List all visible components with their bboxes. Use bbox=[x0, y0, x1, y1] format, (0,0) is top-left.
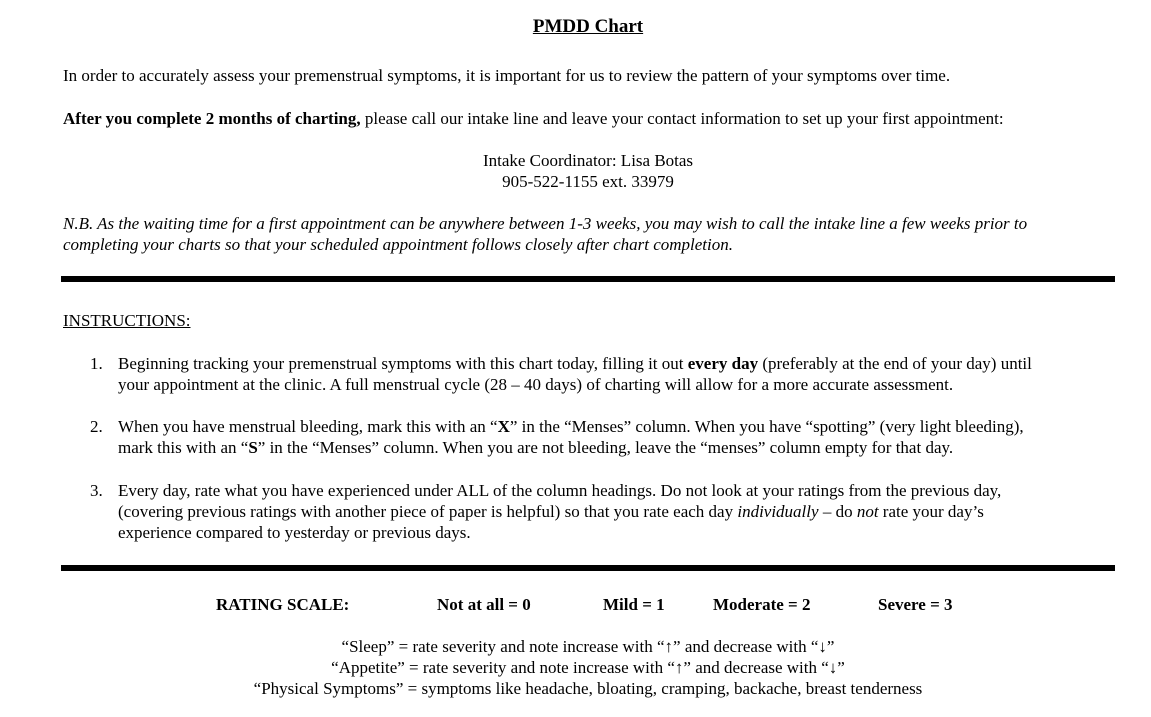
instruction-3-text-d: – do bbox=[818, 502, 857, 521]
nb-line-2: completing your charts so that your scheduled appointment follows closely after chart completion. bbox=[63, 235, 733, 254]
nb-line-1: N.B. As the waiting time for a first appointment can be anywhere between 1-3 weeks, you may wish to call the intake line a few weeks prior to bbox=[63, 214, 1028, 233]
instruction-3-line-3: experience compared to yesterday or previous days. bbox=[118, 523, 471, 542]
instruction-text bbox=[118, 416, 1118, 458]
coordinator-phone: 905-522-1155 ext. 33979 bbox=[502, 172, 674, 191]
instruction-1-text-c: (preferably at the end of your day) until bbox=[758, 354, 1032, 373]
note-sleep: “Sleep” = rate severity and note increase with “↑” and decrease with “↓” bbox=[341, 637, 835, 656]
instruction-1-text-a: Beginning tracking your premenstrual symptoms with this chart today, filling it out bbox=[118, 354, 688, 373]
instruction-2-line-1 bbox=[118, 416, 1118, 437]
instruction-2-line-2 bbox=[118, 437, 1118, 458]
page-title: PMDD Chart bbox=[532, 16, 644, 37]
instruction-2-text-a: When you have menstrual bleeding, mark this with an “ bbox=[118, 417, 498, 436]
rating-scale-label: RATING SCALE: bbox=[216, 595, 350, 614]
instruction-text bbox=[118, 480, 1118, 543]
rating-level-2: Moderate = 2 bbox=[713, 595, 811, 614]
instruction-2-x-mark: X bbox=[497, 417, 510, 436]
instruction-2-text-f: ” in the “Menses” column. When you are not bleeding, leave the “menses” column empty for that day. bbox=[257, 438, 954, 457]
instruction-text bbox=[118, 353, 1118, 395]
rating-level-0: Not at all = 0 bbox=[437, 595, 531, 614]
instruction-number: 1. bbox=[90, 354, 103, 373]
instruction-3-line-2 bbox=[118, 501, 1118, 522]
instruction-3-not: not bbox=[856, 502, 879, 521]
divider-bottom bbox=[61, 565, 1115, 571]
instruction-3-line-1: Every day, rate what you have experienced under ALL of the column headings. Do not look at your ratings from the previous day, bbox=[118, 481, 1002, 500]
note-physical-symptoms: “Physical Symptoms” = symptoms like headache, bloating, cramping, backache, breast tenderness bbox=[253, 679, 923, 698]
after-charting-bold: After you complete 2 months of charting, bbox=[63, 109, 361, 128]
nb-note bbox=[63, 213, 1123, 255]
rating-level-3: Severe = 3 bbox=[878, 595, 953, 614]
rating-level-1: Mild = 1 bbox=[603, 595, 665, 614]
after-charting-paragraph bbox=[63, 108, 1123, 129]
after-charting-rest: please call our intake line and leave your contact information to set up your first appointment: bbox=[360, 109, 1004, 128]
instruction-2-text-c: ” in the “Menses” column. When you have “spotting” (very light bleeding), bbox=[509, 417, 1024, 436]
instruction-number: 2. bbox=[90, 417, 103, 436]
instruction-3-text-f: rate your day’s bbox=[878, 502, 984, 521]
column-notes bbox=[0, 636, 1151, 699]
intake-coordinator-block bbox=[0, 150, 1151, 192]
instruction-1-every-day: every day bbox=[687, 354, 759, 373]
instructions-heading: INSTRUCTIONS: bbox=[63, 311, 191, 330]
instruction-1-line-2: your appointment at the clinic. A full menstrual cycle (28 – 40 days) of charting will allow for a more accurate assessment. bbox=[118, 375, 954, 394]
instruction-1-line-1 bbox=[118, 353, 1118, 374]
instruction-3-text-b: (covering previous ratings with another piece of paper is helpful) so that you rate each day bbox=[118, 502, 738, 521]
coordinator-name: Intake Coordinator: Lisa Botas bbox=[482, 151, 694, 170]
divider-top bbox=[61, 276, 1115, 282]
instruction-number: 3. bbox=[90, 481, 103, 500]
note-appetite: “Appetite” = rate severity and note increase with “↑” and decrease with “↓” bbox=[331, 658, 845, 677]
instruction-3-individually: individually bbox=[737, 502, 819, 521]
instruction-2-text-d: mark this with an “ bbox=[118, 438, 249, 457]
instruction-2-s-mark: S bbox=[248, 438, 258, 457]
intro-paragraph: In order to accurately assess your premenstrual symptoms, it is important for us to review the pattern of your symptoms over time. bbox=[63, 66, 951, 85]
